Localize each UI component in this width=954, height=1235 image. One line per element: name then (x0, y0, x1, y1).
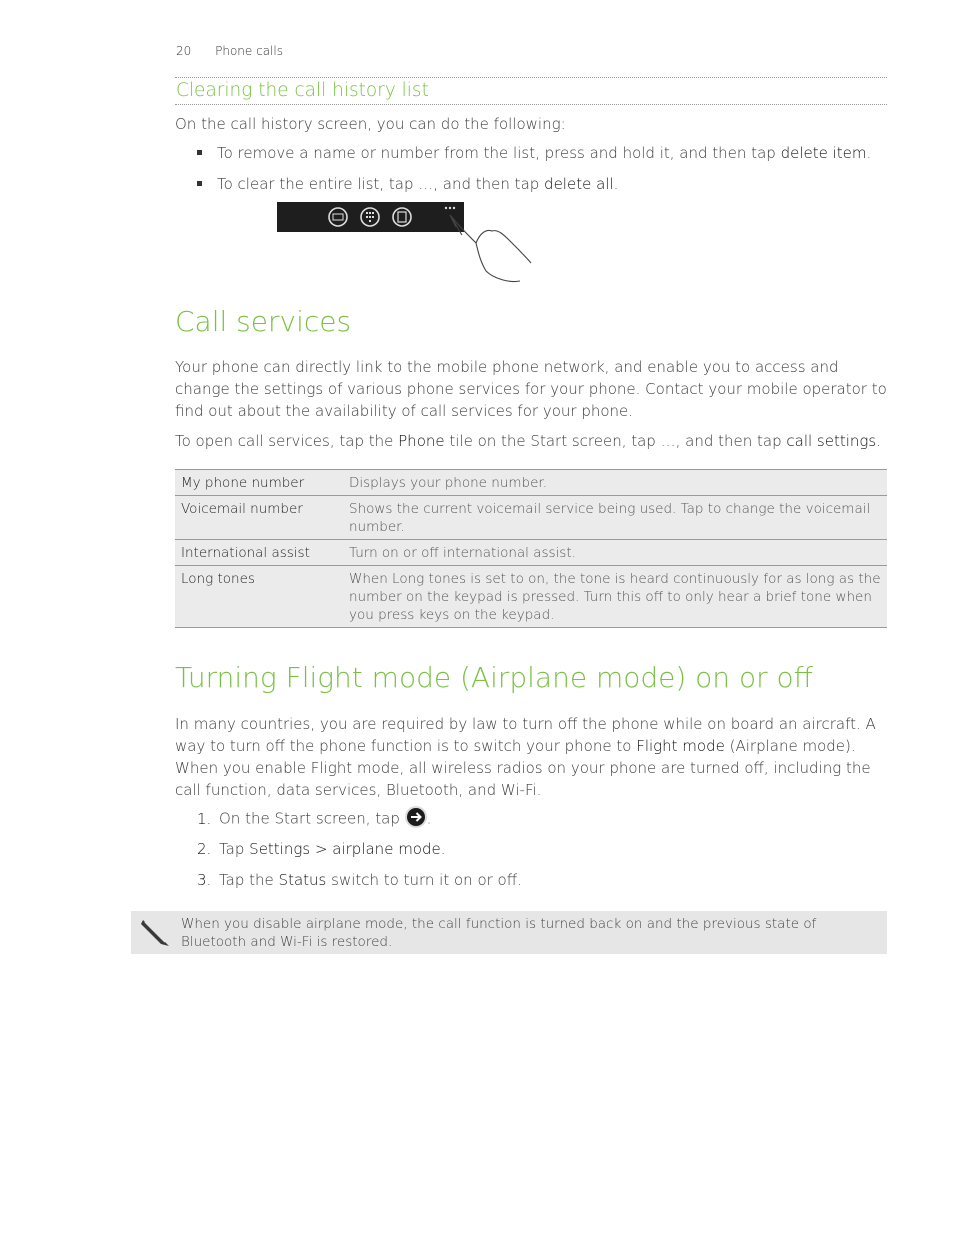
settings-airplane-text: Settings > airplane mode (249, 840, 441, 858)
bullet-marker (197, 150, 202, 155)
service-name: International assist (175, 540, 343, 566)
service-name: Long tones (175, 566, 343, 628)
delete-item-text: delete item (780, 144, 867, 162)
call-services-intro: Your phone can directly link to the mobile phone network, and enable you to access and change the settings of various phone services for your phone. Contact your mobile operator to find out about the availability of call services for your phone. (175, 358, 887, 420)
service-description: Shows the current voicemail service being used. Tap to change the voicemail number. (343, 496, 887, 540)
contacts-icon (393, 208, 411, 226)
service-description: Turn on or off international assist. (343, 540, 887, 566)
status-text: Status (278, 871, 327, 889)
flight-mode-title: Turning Flight mode (Airplane mode) on or off (175, 661, 813, 694)
clearing-title: Clearing the call history list (176, 80, 429, 101)
service-description: When Long tones is set to on, the tone is heard continuously for as long as the number on the keypad is pressed. Turn this off to only hear a brief tone when you press keys on the keypad. (343, 566, 887, 628)
pencil-icon (139, 916, 171, 948)
bullet-marker (197, 181, 202, 186)
note-box (131, 911, 887, 954)
bullet-delete-item: To remove a name or number from the list, press and hold it, and then tap delete item. (197, 144, 871, 162)
service-name: Voicemail number (175, 496, 343, 540)
table-row (175, 470, 887, 496)
note-text: When you disable airplane mode, the call function is turned back on and the previous state of Bluetooth and Wi-Fi is restored. (181, 916, 817, 950)
step-1: 1. On the Start screen, tap . (197, 808, 431, 830)
step-3: 3. Tap the Status switch to turn it on or off. (197, 871, 522, 889)
bullet-delete-all: To clear the entire list, tap …, and then tap delete all. (197, 175, 618, 193)
phone-tile-text: Phone (398, 432, 445, 450)
table-row (175, 496, 887, 540)
page-number: 20 (176, 44, 192, 58)
service-description: Displays your phone number. (343, 470, 887, 496)
call-services-table (175, 469, 887, 628)
step-2: 2. Tap Settings > airplane mode. (197, 840, 446, 858)
call-services-instruction: To open call services, tap the Phone tile on the Start screen, tap …, and then tap call settings. (175, 432, 882, 450)
call-settings-text: call settings (786, 432, 877, 450)
call-services-title: Call services (175, 305, 352, 338)
divider (175, 77, 887, 78)
clearing-intro: On the call history screen, you can do the following: (175, 115, 566, 133)
section-name: Phone calls (215, 44, 283, 58)
table-row (175, 566, 887, 628)
flight-mode-intro: In many countries, you are required by law to turn off the phone while on board an aircraft. A way to turn off the phone function is to switch your phone to Flight mode (Airplane mode). When you enable Flight mode, all wireless radios on your phone are turned off, including the call function, data services, Bluetooth, and Wi-Fi. (175, 715, 876, 799)
voicemail-icon (329, 208, 347, 226)
table-row (175, 540, 887, 566)
service-name: My phone number (175, 470, 343, 496)
keypad-icon (361, 208, 379, 226)
page-header (176, 44, 283, 58)
app-bar-icons (277, 202, 464, 232)
delete-all-text: delete all (544, 175, 614, 193)
arrow-right-circle-icon (405, 806, 427, 828)
divider (175, 104, 887, 105)
tapping-hand-icon (440, 205, 540, 285)
flight-mode-term: Flight mode (636, 737, 725, 755)
app-bar-illustration (277, 202, 464, 232)
